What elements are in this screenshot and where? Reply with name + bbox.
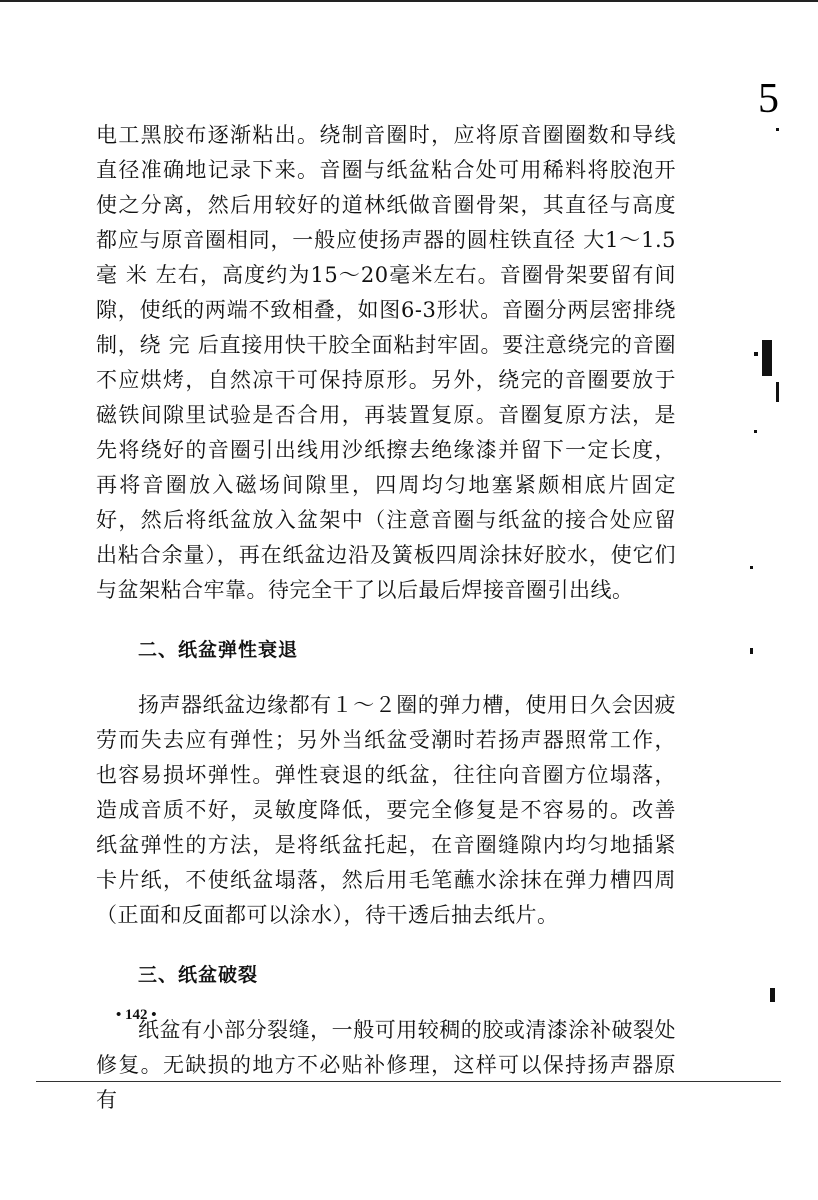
- scan-artifact-mark: [776, 128, 779, 131]
- section-heading: 二、纸盆弹性衰退: [138, 639, 299, 661]
- page-body: [96, 118, 676, 1118]
- paragraph: 纸盆有小部分裂缝，一般可用较稠的胶或清漆涂补破裂处修复。无缺损的地方不必贴补修理，这样可以保持扬声器原有: [96, 1018, 676, 1112]
- scan-artifact-mark: [762, 340, 772, 376]
- scan-artifact-mark: [776, 382, 779, 402]
- scan-artifact-mark: [754, 352, 758, 356]
- top-rule: [0, 0, 818, 2]
- scan-artifact-mark: [750, 566, 753, 569]
- section-heading: 三、纸盆破裂: [138, 964, 259, 986]
- page-number: • 142 •: [116, 1007, 157, 1023]
- paragraph: 扬声器纸盆边缘都有１～２圈的弹力槽，使用日久会因疲劳而失去应有弹性；另外当纸盆受潮时若扬声器照常工作，也容易损坏弹性。弹性衰退的纸盆，往往向音圈方位塌落，造成音质不好，灵敏度降低，要完全修复是不容易的。改善纸盆弹性的方法，是将纸盆托起，在音圈缝隙内均匀地插紧卡片纸，不使纸盆塌落，然后用毛笔蘸水涂抹在弹力槽四周（正面和反面都可以涂水），待干透后抽去纸片。: [96, 693, 676, 927]
- scan-artifact-mark: [754, 430, 757, 433]
- paragraph-intro: 电工黑胶布逐渐粘出。绕制音圈时，应将原音圈圈数和导线直径准确地记录下来。音圈与纸盆粘合处可用稀料将胶泡开使之分离，然后用较好的道林纸做音圈骨架，其直径与高度都应与原音圈相同，一般应使扬声器的圆柱铁直径 大1～1.5毫 米 左右，高度约为15～20毫米左右。音圈骨架要留有间隙，使纸的两端不致相叠，如图6-3形状。音圈分两层密排绕制，绕 完 后直接用快干胶全面粘封牢固。要注意绕完的音圈不应烘烤，自然凉干可保持原形。另外，绕完的音圈要放于磁铁间隙里试验是否合用，再装置复原。音圈复原方法，是先将绕好的音圈引出线用沙纸擦去绝缘漆并留下一定长度，再将音圈放入磁场间隙里，四周均匀地塞紧颇相底片固定好，然后将纸盆放入盆架中（注意音圈与纸盆的接合处应留出粘合余量），再在纸盆边沿及簧板四周涂抹好胶水，使它们与盆架粘合牢靠。待完全干了以后最后焊接音圈引出线。: [96, 123, 676, 602]
- bottom-rule: [36, 1081, 781, 1082]
- scan-artifact-mark: [750, 648, 753, 654]
- chapter-number: 5: [758, 76, 779, 122]
- scan-artifact-mark: [770, 988, 775, 1002]
